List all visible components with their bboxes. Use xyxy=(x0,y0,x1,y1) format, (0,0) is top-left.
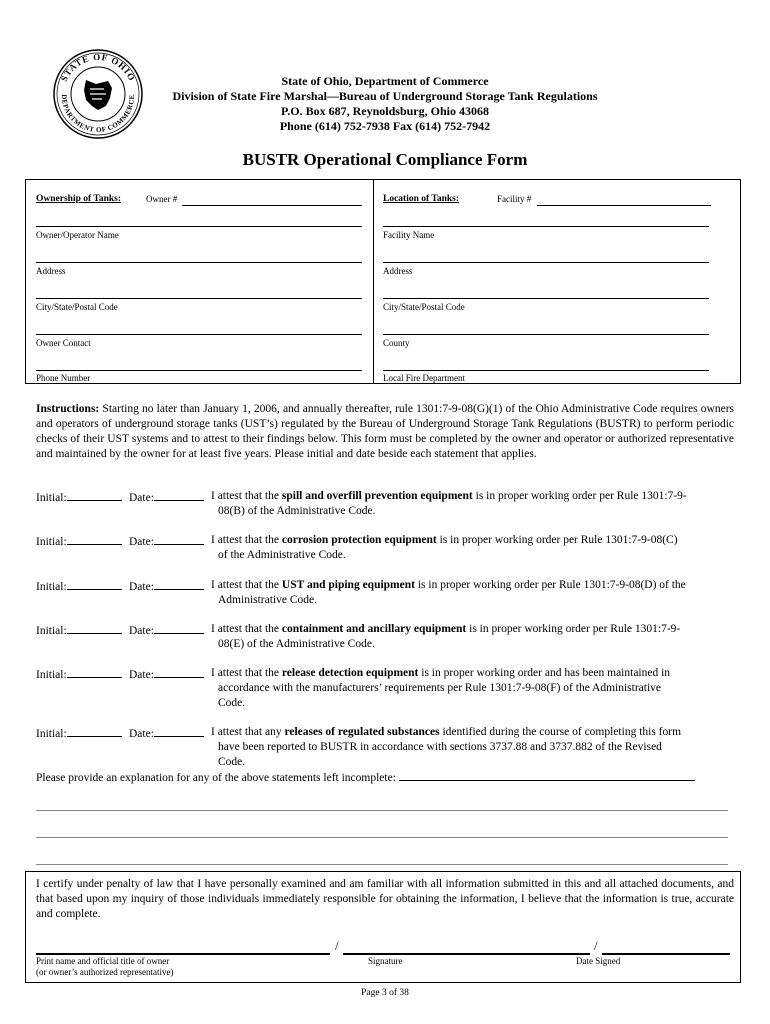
facility-fire-dept-label: Local Fire Department xyxy=(383,373,465,383)
form-title: BUSTR Operational Compliance Form xyxy=(242,150,528,169)
facility-name-label: Facility Name xyxy=(383,230,435,240)
page-number: Page 3 of 38 xyxy=(361,988,409,998)
owner-number-label: Owner # xyxy=(146,194,178,204)
owner-name-field[interactable] xyxy=(36,226,362,227)
facility-name-field[interactable] xyxy=(383,226,709,227)
ownership-heading: Ownership of Tanks: xyxy=(36,194,122,204)
header-address: P.O. Box 687, Reynoldsburg, Ohio 43068 xyxy=(281,104,489,118)
owner-address-field[interactable] xyxy=(36,262,362,263)
tank-info-divider xyxy=(373,179,374,384)
date-label: Date: xyxy=(129,728,154,740)
explanation-row xyxy=(36,769,736,784)
separator-1: / xyxy=(335,938,339,953)
facility-city-label: City/State/Postal Code xyxy=(383,302,465,312)
initial-label: Initial: xyxy=(36,669,67,681)
initial-field[interactable] xyxy=(67,725,122,737)
facility-number-field[interactable] xyxy=(537,205,711,206)
date-label: Date: xyxy=(129,581,154,593)
header-division: Division of State Fire Marshal—Bureau of Underground Storage Tank Regulations xyxy=(172,89,598,103)
facility-county-label: County xyxy=(383,338,410,348)
owner-city-field[interactable] xyxy=(36,298,362,299)
facility-number-label: Facility # xyxy=(497,194,532,204)
owner-phone-field[interactable] xyxy=(36,370,362,371)
attestation-text: I attest that any releases of regulated substances identified during the course of completing this form have been reported to BUSTR in accordance with sections 3737.88 and 3737.882 of the Revised Code. xyxy=(211,726,682,768)
separator-2: / xyxy=(594,938,598,953)
attestation-text: I attest that the release detection equipment is in proper working order and has been maintained in accordance with the manufacturers’ requirements per Rule 1301:7-9-08(F) of the Administrative Code. xyxy=(211,667,671,709)
date-label: Date: xyxy=(129,536,154,548)
initial-label: Initial: xyxy=(36,536,67,548)
seal-top-text: STATE OF OHIO xyxy=(58,51,138,83)
date-label: Date: xyxy=(129,492,154,504)
instructions xyxy=(36,402,734,462)
signature-field[interactable] xyxy=(343,953,590,955)
initial-label: Initial: xyxy=(36,625,67,637)
date-field[interactable] xyxy=(154,725,204,737)
date-signed-field[interactable] xyxy=(602,953,730,955)
date-field[interactable] xyxy=(154,666,204,678)
initial-label: Initial: xyxy=(36,728,67,740)
explanation-prompt: Please provide an explanation for any of the above statements left incomplete: xyxy=(36,772,396,784)
facility-city-field[interactable] xyxy=(383,298,709,299)
tank-info-box xyxy=(25,179,741,384)
seal-bottom-text: DEPARTMENT OF COMMERCE xyxy=(59,94,137,135)
instructions-text: Starting no later than January 1, 2006, and annually thereafter, rule 1301:7-9-08(G)(1) of the Ohio Administrative Code requires owners and operators of underground storage tanks (UST’s) regulated by the Bureau of Underground Storage Tank Regulations (BUSTR) to perform periodic checks of their UST systems and to attest to their findings below. This form must be completed by the owner and operator or authorized representative and maintained by the owner for at least five years. Please initial and date beside each statement that applies. xyxy=(36,403,734,460)
explanation-field-3[interactable] xyxy=(36,837,728,838)
header-phone: Phone (614) 752-7938 Fax (614) 752-7942 xyxy=(279,119,491,133)
date-signed-label: Date Signed xyxy=(576,956,621,966)
facility-address-field[interactable] xyxy=(383,262,709,263)
ohio-commerce-seal xyxy=(52,48,144,140)
initial-label: Initial: xyxy=(36,581,67,593)
attestation-text: I attest that the corrosion protection equipment is in proper working order per Rule 1301:7-9-08(C) of the Administrative Code. xyxy=(211,534,678,561)
initial-field[interactable] xyxy=(67,622,122,634)
explanation-field-1[interactable] xyxy=(399,769,695,781)
print-name-field[interactable] xyxy=(36,953,330,955)
owner-number-field[interactable] xyxy=(182,205,362,206)
print-name-sublabel: (or owner’s authorized representative) xyxy=(36,967,174,977)
print-name-label: Print name and official title of owner xyxy=(36,956,170,966)
facility-address-label: Address xyxy=(383,266,413,276)
owner-phone-label: Phone Number xyxy=(36,373,91,383)
initial-field[interactable] xyxy=(67,666,122,678)
date-field[interactable] xyxy=(154,622,204,634)
attestation-text: I attest that the containment and ancillary equipment is in proper working order per Rule 1301:7-9- 08(E) of the Administrative Code. xyxy=(211,623,681,650)
date-field[interactable] xyxy=(154,533,204,545)
signature-label: Signature xyxy=(368,956,403,966)
owner-contact-label: Owner Contact xyxy=(36,338,91,348)
date-field[interactable] xyxy=(154,489,204,501)
initial-field[interactable] xyxy=(67,489,122,501)
location-heading: Location of Tanks: xyxy=(383,194,460,204)
initial-field[interactable] xyxy=(67,578,122,590)
instructions-label: Instructions: xyxy=(36,403,100,415)
explanation-field-2[interactable] xyxy=(36,810,728,811)
owner-address-label: Address xyxy=(36,266,66,276)
facility-county-field[interactable] xyxy=(383,334,709,335)
facility-fire-dept-field[interactable] xyxy=(383,370,709,371)
date-label: Date: xyxy=(129,625,154,637)
header-agency: State of Ohio, Department of Commerce xyxy=(281,74,489,88)
owner-contact-field[interactable] xyxy=(36,334,362,335)
owner-name-label: Owner/Operator Name xyxy=(36,230,119,240)
owner-city-label: City/State/Postal Code xyxy=(36,302,118,312)
attestation-text: I attest that the spill and overfill prevention equipment is in proper working order per Rule 1301:7-9- 08(B) of the Administrative Code. xyxy=(211,490,687,517)
initial-label: Initial: xyxy=(36,492,67,504)
explanation-field-4[interactable] xyxy=(36,864,728,865)
date-field[interactable] xyxy=(154,578,204,590)
certification-text: I certify under penalty of law that I have personally examined and am familiar with all information submitted in this and all attached documents, and that based upon my inquiry of those individuals immediately responsible for obtaining the information, I believe that the information is true, accurate and complete. xyxy=(36,878,734,920)
attestation-text: I attest that the UST and piping equipment is in proper working order per Rule 1301:7-9-08(D) of the Administrative Code. xyxy=(211,579,686,606)
date-label: Date: xyxy=(129,669,154,681)
initial-field[interactable] xyxy=(67,533,122,545)
